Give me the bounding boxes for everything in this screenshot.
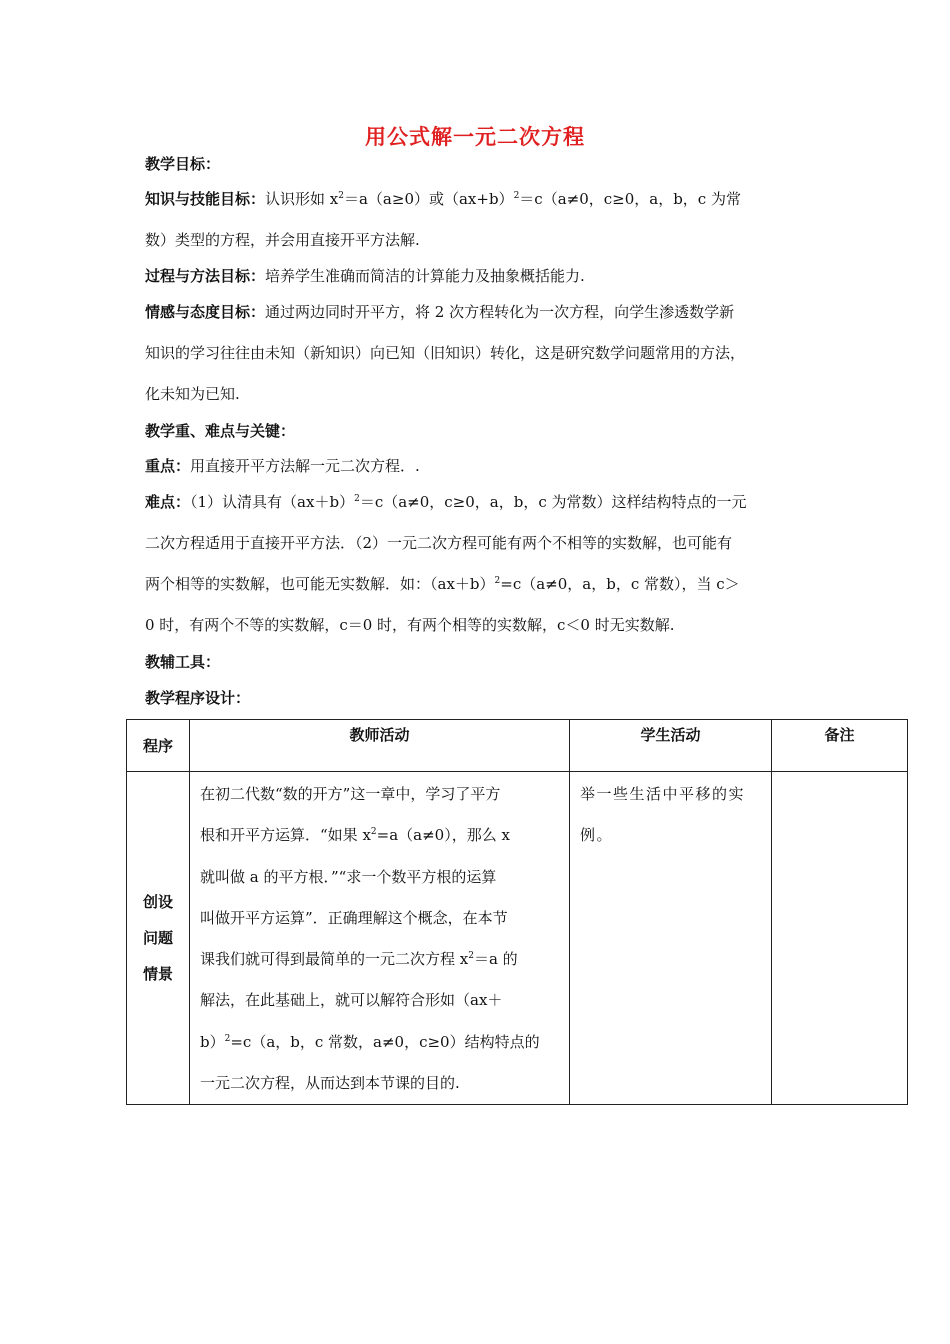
stage-line: 情景 — [142, 965, 173, 984]
key-point — [145, 456, 825, 476]
table-header-row — [127, 720, 908, 772]
table-row — [127, 772, 908, 1105]
knowledge-text-a: 认识形如 x — [265, 190, 339, 208]
teacher-line: 一元二次方程，从而达到本节课的目的. — [200, 1074, 460, 1093]
process-label: 过程与方法目标： — [145, 267, 266, 285]
superscript: 2 — [513, 191, 520, 201]
header-student-activity: 学生活动 — [570, 720, 772, 772]
knowledge-objective-line2: 数）类型的方程，并会用直接开平方法解. — [145, 231, 420, 249]
emotion-text: 通过两边同时开平方，将 2 次方程转化为一次方程，向学生渗透数学新 — [265, 303, 735, 321]
key-text: 用直接开平方法解一元二次方程．. — [190, 457, 420, 475]
difficulty-text-c: 两个相等的实数解，也可能无实数解．如：（ax＋b） — [145, 575, 495, 593]
page-title: 用公式解一元二次方程 — [365, 125, 585, 149]
teacher-line — [200, 939, 560, 980]
teacher-line: 在初二代数“数的开方”这一章中，学习了平方 — [200, 785, 501, 803]
teacher-text: 课我们就可得到最简单的一元二次方程 x — [200, 950, 469, 969]
header-procedure: 程序 — [127, 720, 190, 772]
teacher-text: 根和开平方运算．“如果 x — [200, 826, 371, 845]
remark-cell — [772, 772, 908, 1105]
difficulty-line4: 0 时，有两个不等的实数解，c＝0 时，有两个相等的实数解，c＜0 时无实数解. — [145, 616, 675, 634]
difficulty-text-a: （1）认清具有（ax＋b） — [190, 493, 355, 511]
difficulty-text-b: ＝c（a≠0，c≥0，a，b，c 为常数）这样结构特点的一元 — [359, 493, 747, 511]
header-teacher-activity: 教师活动 — [190, 720, 570, 772]
teacher-text: ＝a 的 — [473, 950, 518, 969]
tools-heading: 教辅工具： — [145, 653, 221, 671]
difficulty-line3 — [145, 574, 825, 594]
difficulty-line2: 二次方程适用于直接开平方法．（2）一元二次方程可能有两个不相等的实数解，也可能有 — [145, 534, 733, 552]
lesson-design-table — [126, 719, 908, 1105]
teacher-activity-cell — [190, 772, 570, 1105]
superscript: 2 — [224, 1033, 231, 1044]
objectives-heading: 教学目标： — [145, 155, 221, 173]
teacher-line: 就叫做 a 的平方根．”“求一个数平方根的运算 — [200, 867, 497, 886]
teacher-line: 叫做开平方运算”．正确理解这个概念，在本节 — [200, 908, 508, 927]
stage-cell — [127, 772, 190, 1105]
difficulty-label: 难点： — [145, 493, 191, 511]
emotion-objective-line1 — [145, 302, 825, 322]
teacher-line — [200, 815, 560, 856]
stage-line: 创设 — [142, 893, 173, 912]
teacher-text: b） — [200, 1032, 225, 1051]
emotion-objective-line3: 化未知为已知. — [145, 385, 240, 403]
key-label: 重点： — [145, 457, 191, 475]
keypoints-heading: 教学重、难点与关键： — [145, 422, 296, 440]
superscript: 2 — [338, 191, 344, 201]
difficulty-text-d: =c（a≠0，a，b，c 常数），当 c＞ — [500, 575, 740, 593]
superscript: 2 — [494, 576, 501, 586]
emotion-objective-line2: 知识的学习往往由未知（新知识）向已知（旧知识）转化，这是研究数学问题常用的方法， — [145, 344, 746, 362]
teacher-text: =a（a≠0），那么 x — [376, 826, 510, 845]
superscript: 2 — [468, 951, 474, 962]
process-text: 培养学生准确而简洁的计算能力及抽象概括能力. — [265, 267, 585, 285]
student-activity-cell: 举一些生活中平移的实例。 — [570, 772, 772, 1105]
knowledge-objective-line1 — [145, 189, 825, 209]
superscript: 2 — [370, 827, 377, 838]
emotion-label: 情感与态度目标： — [145, 303, 266, 321]
superscript: 2 — [354, 494, 360, 504]
header-remark: 备注 — [772, 720, 908, 772]
teacher-text: =c（a，b，c 常数，a≠0，c≥0）结构特点的 — [230, 1032, 540, 1051]
process-objective — [145, 266, 825, 286]
knowledge-text-c: ＝c（a≠0，c≥0，a，b，c 为常 — [519, 190, 741, 208]
design-heading: 教学程序设计： — [145, 689, 251, 707]
teacher-line — [200, 1022, 560, 1063]
knowledge-text-b: ＝a（a≥0）或（ax+b） — [343, 190, 514, 208]
teacher-line: 解法，在此基础上，就可以解符合形如（ax＋ — [200, 991, 503, 1010]
stage-line: 问题 — [142, 929, 173, 948]
difficulty-line1 — [145, 492, 825, 512]
knowledge-label: 知识与技能目标： — [145, 190, 266, 208]
